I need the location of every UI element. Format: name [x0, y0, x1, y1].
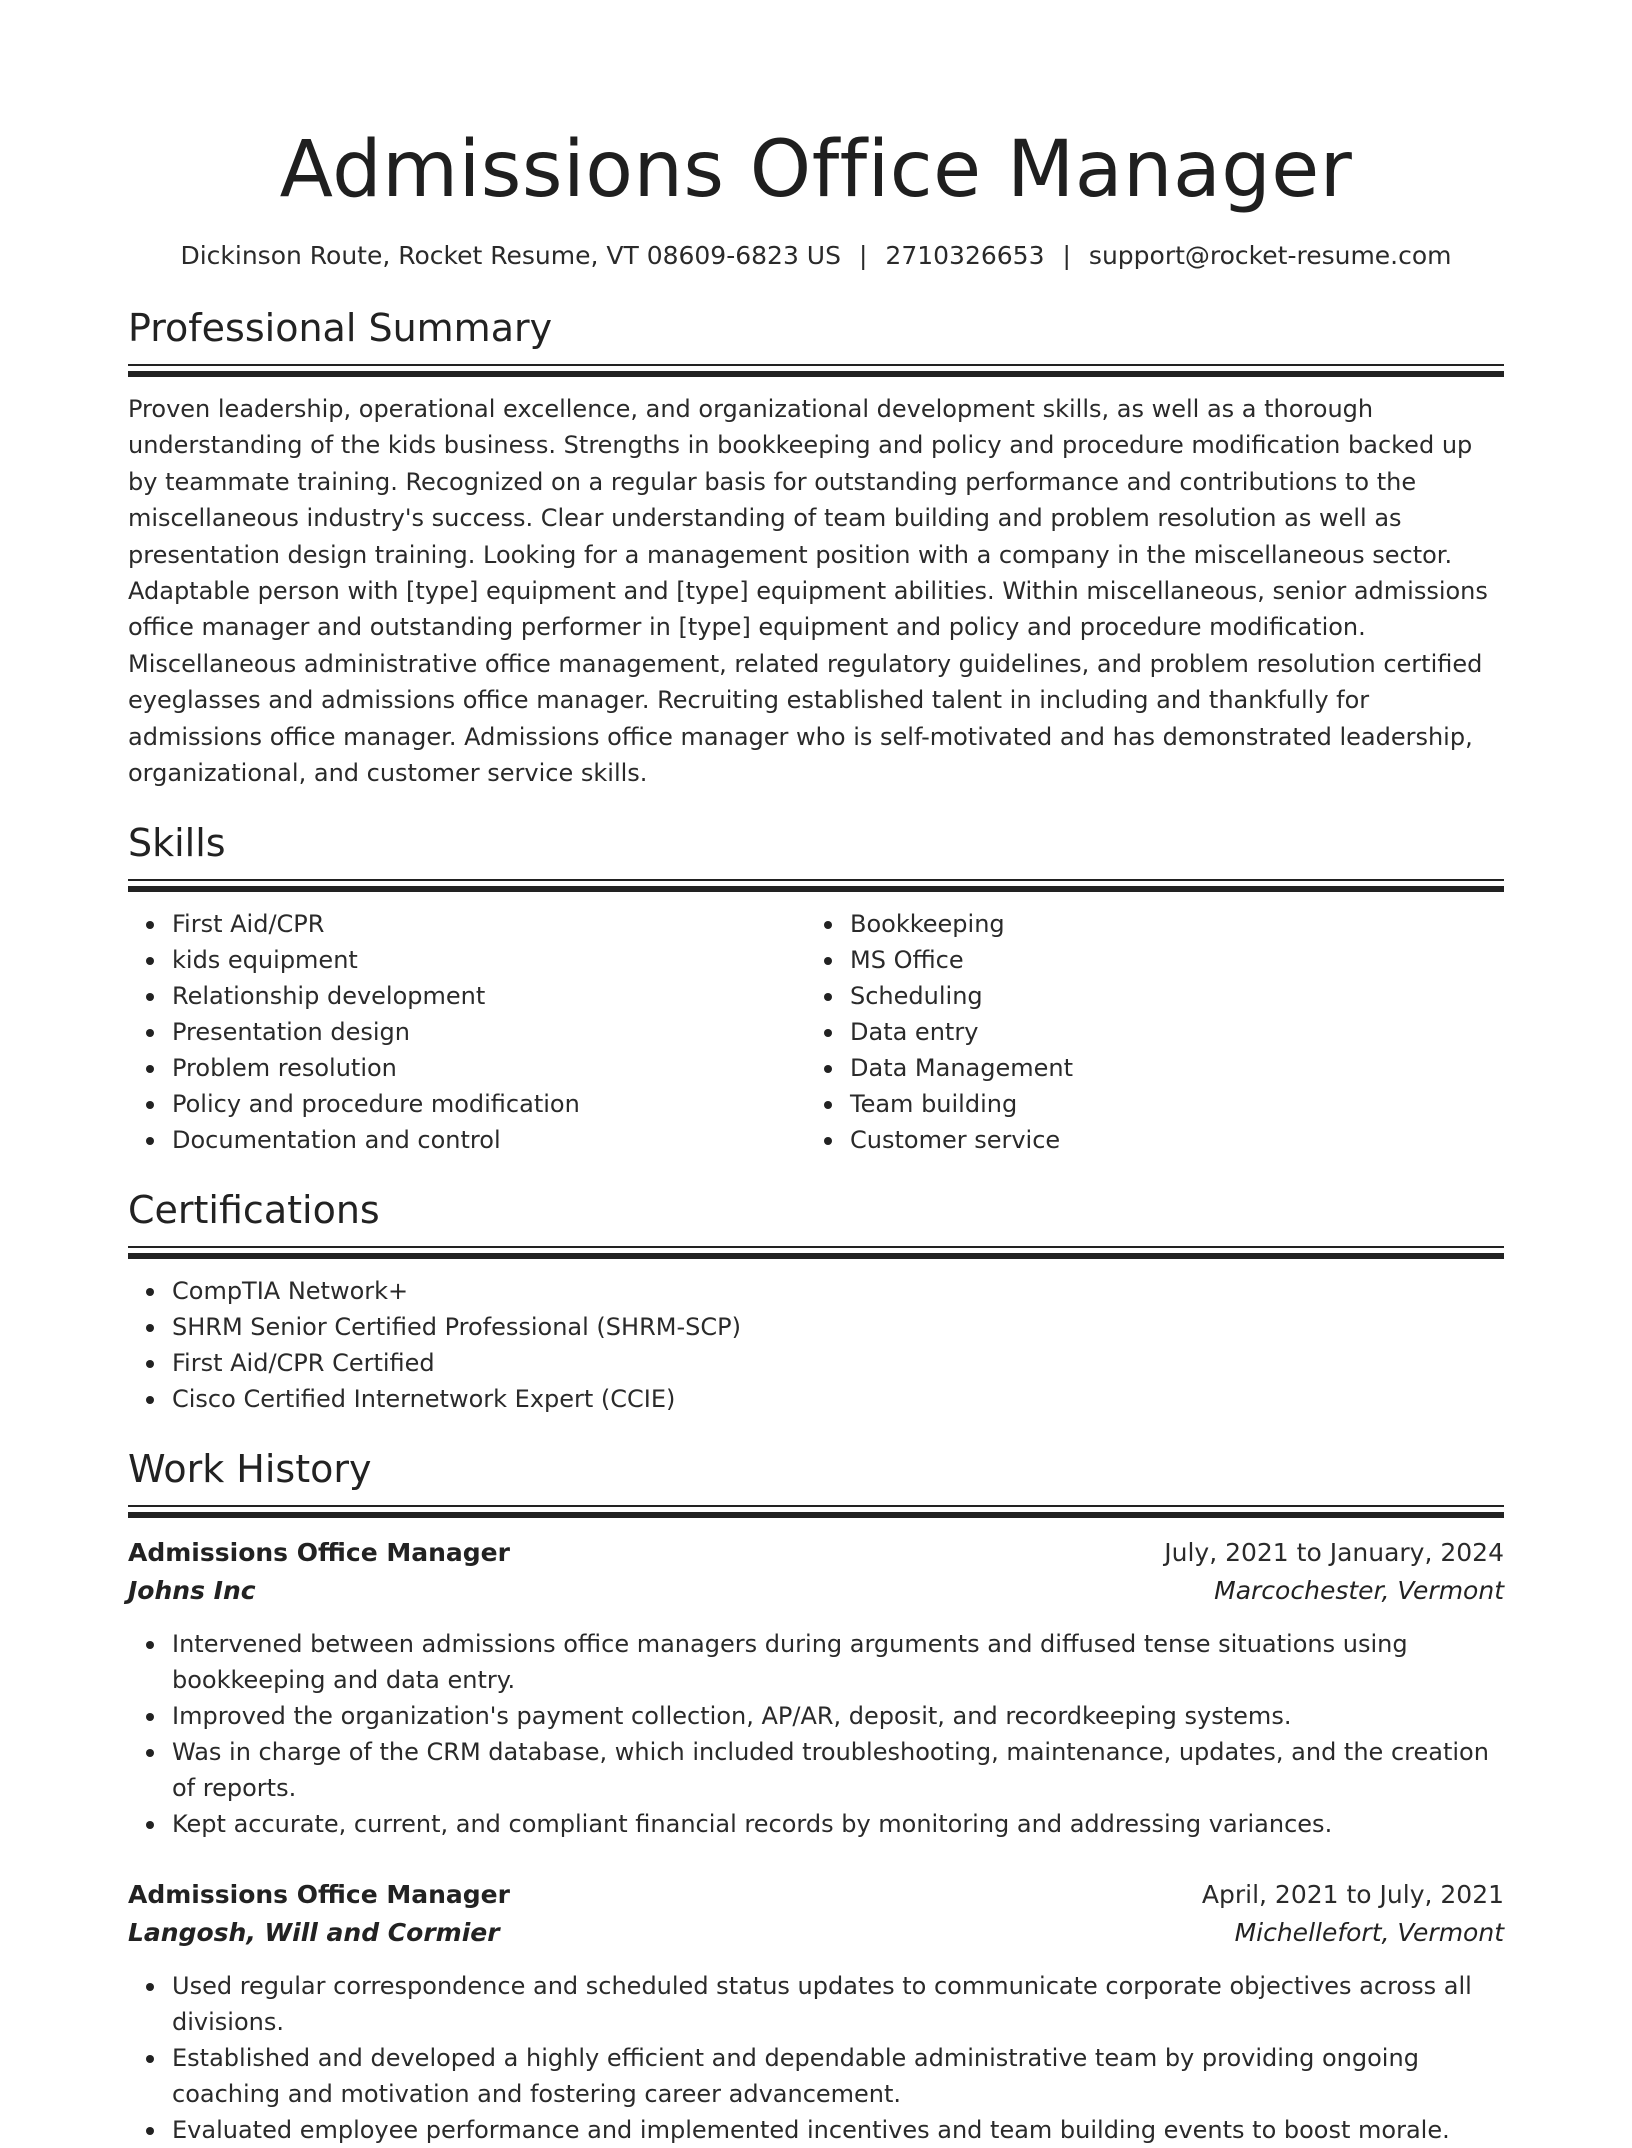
contact-separator: |	[1062, 241, 1071, 270]
job-bullet: Improved the organization's payment collection, AP/AR, deposit, and recordkeeping systems.	[172, 1698, 1504, 1734]
section-divider	[128, 886, 1504, 892]
job-bullet: Kept accurate, current, and compliant financial records by monitoring and addressing variances.	[172, 1806, 1504, 1842]
job-company: Johns Inc	[128, 1576, 256, 1606]
section-title-certifications: Certifications	[128, 1188, 380, 1233]
job-bullets	[128, 1626, 1504, 1842]
skills-list-left	[128, 906, 806, 1158]
contact-phone: 2710326653	[885, 241, 1045, 270]
certifications-section	[128, 1184, 1504, 1417]
skill-item: Data entry	[850, 1014, 1484, 1050]
contact-separator: |	[858, 241, 868, 270]
skills-column-left	[128, 906, 806, 1158]
job-entry	[128, 1876, 1504, 2148]
job-dates: April, 2021 to July, 2021	[1201, 1880, 1504, 1910]
certification-item: Cisco Certified Internetwork Expert (CCIE)	[172, 1381, 1504, 1417]
skill-item: Team building	[850, 1086, 1484, 1122]
summary-text: Proven leadership, operational excellence, and organizational development skills, as well as a thorough understanding of the kids business. Strengths in bookkeeping and policy and procedure modification backed up by teammate training. Recognized on a regular basis for outstanding performance and contributions to the miscellaneous industry's success. Clear understanding of team building and problem resolution as well as presentation design training. Looking for a management position with a company in the miscellaneous sector. Adaptable person with [type] equipment and [type] equipment abilities. Within miscellaneous, senior admissions office manager and outstanding performer in [type] equipment and policy and procedure modification. Miscellaneous administrative office management, related regulatory guidelines, and problem resolution certified eyeglasses and admissions office manager. Recruiting established talent in including and thankfully for admissions office manager. Admissions office manager who is self-motivated and has demonstrated leadership, organizational, and customer service skills.	[128, 395, 1488, 788]
resume-name: Admissions Office Manager	[279, 125, 1353, 215]
job-header	[128, 1534, 1504, 1572]
section-divider	[128, 364, 1504, 366]
section-divider	[128, 1246, 1504, 1248]
section-divider	[128, 1253, 1504, 1259]
skill-item: First Aid/CPR	[172, 906, 806, 942]
job-title: Admissions Office Manager	[128, 1880, 510, 1910]
skill-item: Relationship development	[172, 978, 806, 1014]
certification-item: First Aid/CPR Certified	[172, 1345, 1504, 1381]
skill-item: kids equipment	[172, 942, 806, 978]
section-divider	[128, 371, 1504, 377]
skill-item: Documentation and control	[172, 1122, 806, 1158]
work-history-section	[128, 1443, 1504, 2148]
certification-item: CompTIA Network+	[172, 1273, 1504, 1309]
contact-line	[128, 236, 1504, 276]
job-bullet: Intervened between admissions office managers during arguments and diffused tense situations using bookkeeping and data entry.	[172, 1626, 1504, 1698]
skill-item: Bookkeeping	[850, 906, 1484, 942]
job-entry	[128, 1534, 1504, 1842]
contact-address: Dickinson Route, Rocket Resume, VT 08609-6823 US	[180, 241, 841, 270]
skill-item: Problem resolution	[172, 1050, 806, 1086]
skills-column-right	[806, 906, 1484, 1158]
job-location: Marcochester, Vermont	[1214, 1576, 1504, 1606]
section-title-summary: Professional Summary	[128, 306, 553, 350]
job-title: Admissions Office Manager	[128, 1538, 510, 1568]
skill-item: MS Office	[850, 942, 1484, 978]
skills-grid	[128, 906, 1504, 1158]
section-divider	[128, 879, 1504, 881]
skill-item: Presentation design	[172, 1014, 806, 1050]
skills-list-right	[806, 906, 1484, 1158]
job-bullet: Used regular correspondence and scheduled status updates to communicate corporate objectives across all divisions.	[172, 1968, 1504, 2040]
job-subheader	[128, 1572, 1504, 1610]
section-title-skills: Skills	[128, 821, 226, 866]
job-bullet: Evaluated employee performance and implemented incentives and team building events to boost morale.	[172, 2112, 1504, 2148]
skill-item: Policy and procedure modification	[172, 1086, 806, 1122]
job-bullet: Was in charge of the CRM database, which included troubleshooting, maintenance, updates, and the creation of reports.	[172, 1734, 1504, 1806]
section-title-work-history: Work History	[128, 1447, 372, 1492]
certification-item: SHRM Senior Certified Professional (SHRM-SCP)	[172, 1309, 1504, 1345]
section-divider	[128, 1512, 1504, 1518]
resume-page	[128, 0, 1504, 2148]
certifications-list	[128, 1273, 1504, 1417]
job-header	[128, 1876, 1504, 1914]
job-dates: July, 2021 to January, 2024	[1164, 1538, 1504, 1568]
skills-section	[128, 817, 1504, 1158]
skill-item: Customer service	[850, 1122, 1484, 1158]
contact-email: support@rocket-resume.com	[1088, 241, 1452, 270]
job-company: Langosh, Will and Cormier	[128, 1918, 500, 1948]
section-divider	[128, 1505, 1504, 1507]
job-bullets	[128, 1968, 1504, 2148]
job-bullet: Established and developed a highly efficient and dependable administrative team by providing ongoing coaching and motivation and fostering career advancement.	[172, 2040, 1504, 2112]
skill-item: Scheduling	[850, 978, 1484, 1014]
job-subheader	[128, 1914, 1504, 1952]
skill-item: Data Management	[850, 1050, 1484, 1086]
job-location: Michellefort, Vermont	[1234, 1918, 1504, 1948]
summary-section	[128, 302, 1504, 791]
